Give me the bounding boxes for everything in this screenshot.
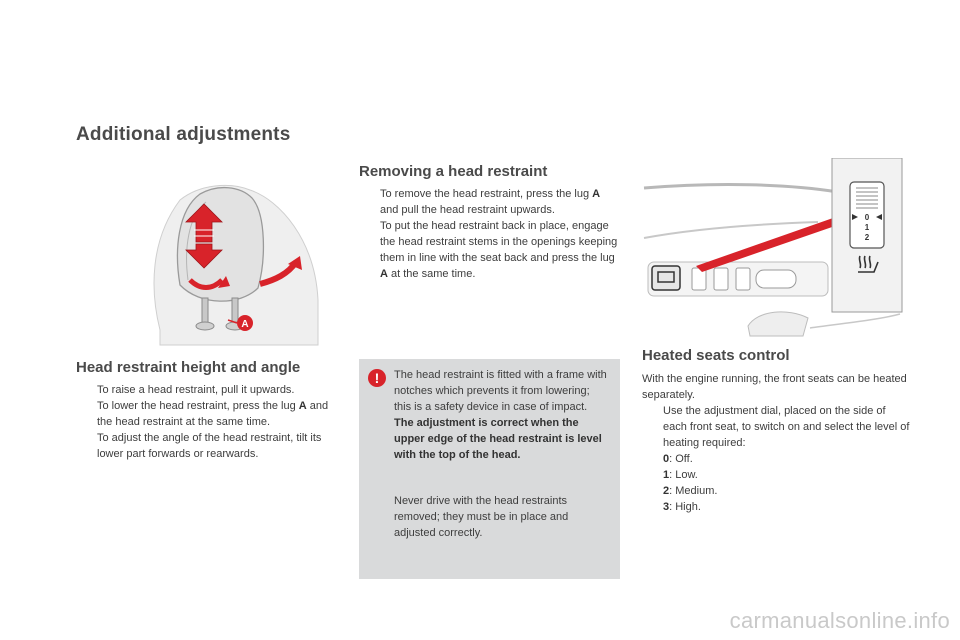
head-restraint-list [76, 382, 338, 462]
lug-a-label: A [241, 319, 249, 330]
heat-level-1: 1: Low. [663, 469, 698, 481]
heat-level-2: 2: Medium. [663, 485, 718, 497]
dial-label-0: 0 [864, 213, 870, 222]
list-item: Use the adjustment dial, placed on the side of each front seat, to switch on and select the level of heating required: [663, 405, 910, 449]
warning-icon [367, 368, 387, 388]
warning-box [359, 359, 620, 579]
list-item: To lower the head restraint, press the lug A and the head restraint at the same time. [97, 400, 329, 428]
dial-label-1: 1 [864, 223, 870, 232]
heated-seats-text [642, 371, 910, 515]
heat-level-3: 3: High. [663, 501, 701, 513]
heat-level-0: 0: Off. [663, 453, 693, 465]
warning-paragraph: The head restraint is fitted with a frame with notches which prevents it from lowering; this is a safety device in case of impact. [394, 369, 607, 413]
heated-seat-illustration [638, 158, 908, 340]
svg-text:!: ! [374, 370, 380, 386]
page-title: Additional adjustments [76, 124, 291, 145]
heated-intro: With the engine running, the front seats can be heated separately. [642, 373, 907, 401]
heading-heated-seats: Heated seats control [642, 347, 790, 364]
warning-bold-paragraph: The adjustment is correct when the upper edge of the head restraint is level with the top of the head. [394, 417, 602, 461]
warning-paragraph-2: Never drive with the head restraints removed; they must be in place and adjusted correctly. [394, 495, 569, 539]
watermark: carmanualsonline.info [729, 608, 950, 633]
removing-list [359, 186, 621, 282]
head-restraint-illustration [140, 180, 330, 350]
heading-removing-head-restraint: Removing a head restraint [359, 163, 548, 180]
list-item: To remove the head restraint, press the lug A and pull the head restraint upwards. [380, 188, 601, 216]
list-item: To put the head restraint back in place, engage the head restraint stems in the openings keeping them in line with the seat back and press the lug A at the same time. [380, 220, 618, 280]
list-item: To adjust the angle of the head restraint, tilt its lower part forwards or rearwards. [97, 432, 322, 460]
heading-head-restraint: Head restraint height and angle [76, 359, 301, 376]
warning-text [394, 367, 609, 541]
dial-label-2: 2 [864, 233, 870, 242]
list-item: To raise a head restraint, pull it upwards. [97, 384, 295, 396]
